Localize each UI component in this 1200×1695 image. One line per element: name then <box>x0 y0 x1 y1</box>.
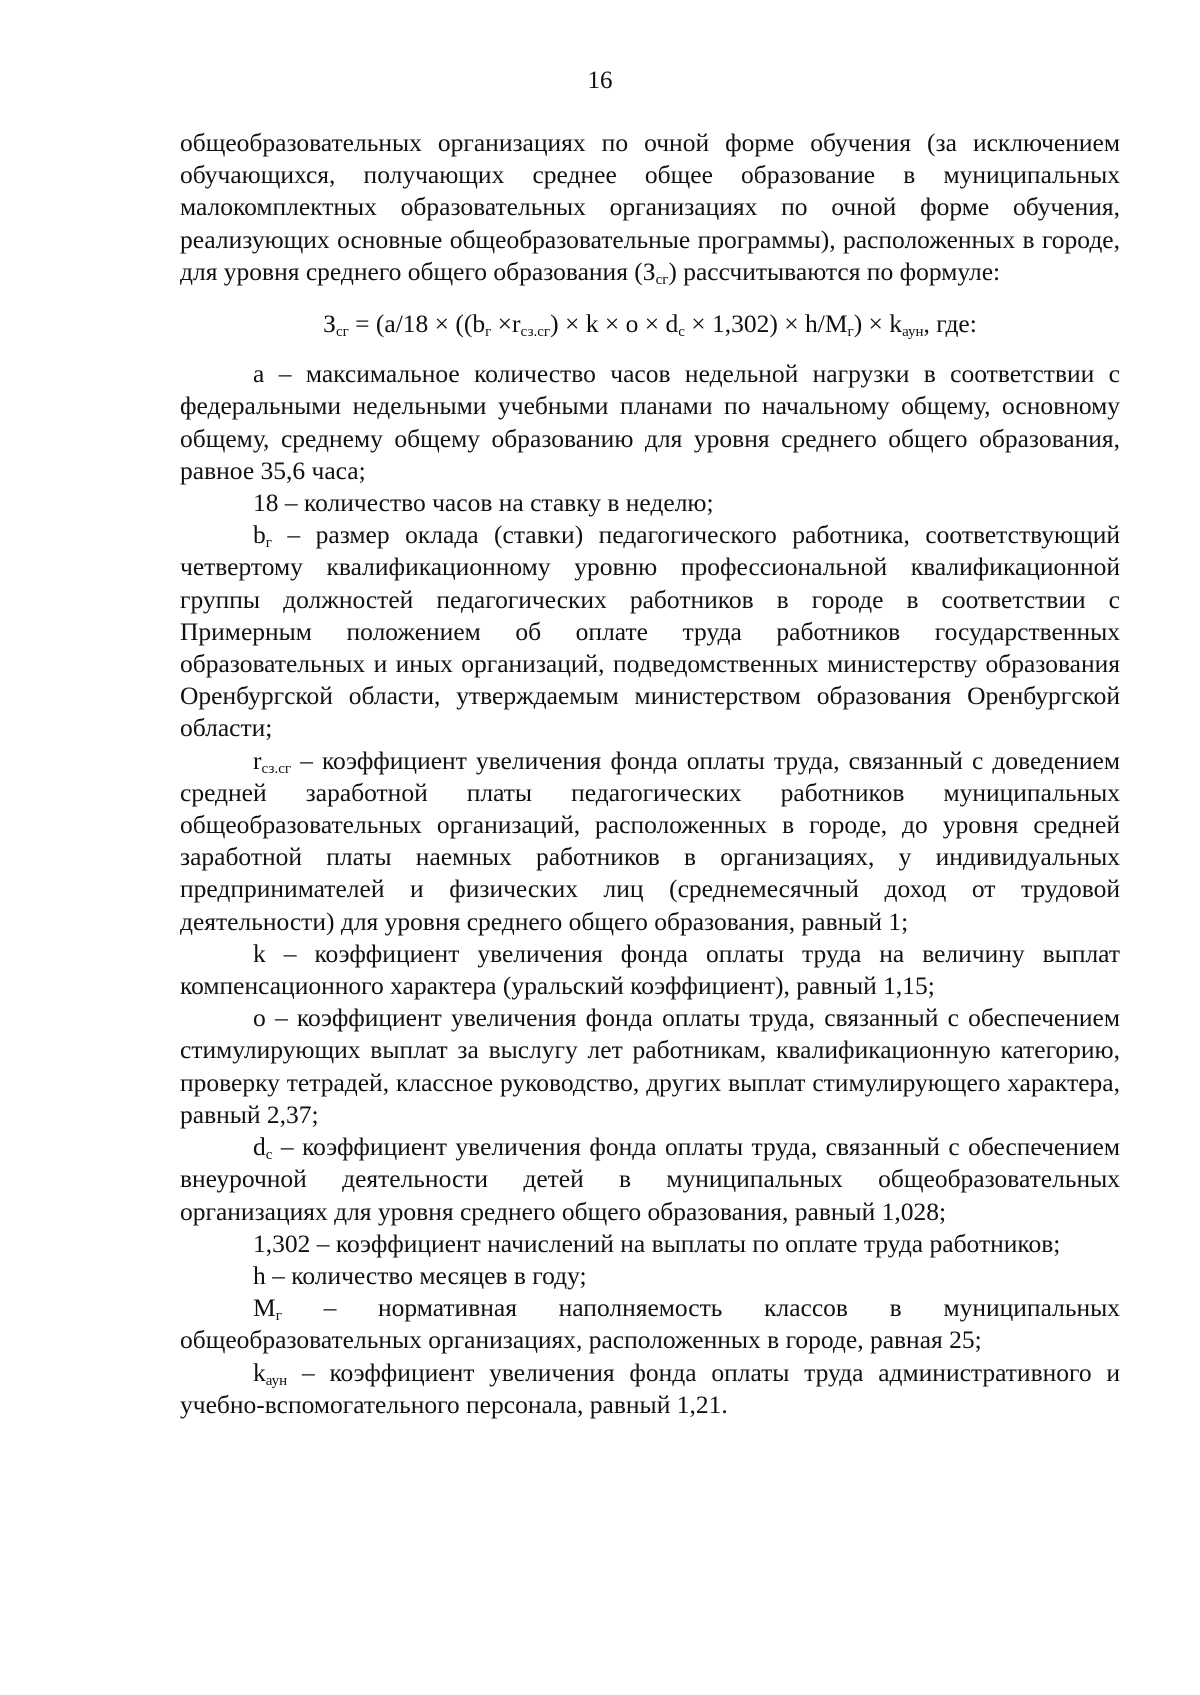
definition-1302: 1,302 – коэффициент начислений на выплаты по оплате труда работников; <box>253 1228 1061 1258</box>
definition-kaup: $k_{аун}$ – коэффициент увеличения фонда оплаты труда административного и учебно-вспомогательного персонала, равный 1,21. <box>180 1357 1120 1419</box>
document-body <box>180 127 1120 1421</box>
definition-m: $M_г$ – нормативная наполняемость классов в муниципальных общеобразовательных организациях, расположенных в городе, равная 25; <box>180 1293 1120 1355</box>
page-number: 16 <box>587 67 613 94</box>
definition-k: k – коэффициент увеличения фонда оплаты труда на величину выплат компенсационного характера (уральский коэффициент), равный 1,15; <box>180 938 1120 1001</box>
definition-18: 18 – количество часов на ставку в неделю; <box>253 488 714 518</box>
definition-o: о – коэффициент увеличения фонда оплаты труда, связанный с обеспечением стимулирующих выплат за выслугу лет работникам, квалификационную категорию, проверку тетрадей, классное руководство, других выплат стимулирующего характера, равный 2,37; <box>180 1003 1120 1129</box>
formula: $З_{сг} = (a/18 \times ((b_г \times r_{сз.сг}) \times k \times o \times d_с \times 1,302) \times h/M_г) \times k_{аун}$, где: <box>323 309 977 341</box>
definition-d: $d_с$ – коэффициент увеличения фонда оплаты труда, связанный с обеспечением внеурочной деятельности детей в муниципальных общеобразовательных организациях для уровня среднего общего образования, равный 1,028; <box>180 1132 1120 1226</box>
definition-a: а – максимальное количество часов недельной нагрузки в соответствии с федеральными недельными учебными планами по начальному общему, основному общему, среднему общему образованию для уровня среднего общего образования, равное 35,6 часа; <box>180 359 1120 485</box>
definition-b: $b_г$ – размер оклада (ставки) педагогического работника, соответствующий четвертому квалификационному уровню профессиональной квалификационной группы должностей педагогических работников в городе в соответствии с Примерным положением об оплате труда работников государственных образовательных и иных организаций, подведомственных министерству образования Оренбургской области, утверждаемым министерством образования Оренбургской области; <box>180 520 1120 743</box>
intro-paragraph: общеобразовательных организациях по очной форме обучения (за исключением обучающихся, получающих среднее общее образование в муниципальных малокомплектных образовательных организациях по очной форме обучения, реализующих основные общеобразовательные программы), расположенных в городе, для уровня среднего общего образования $(З_{сг})$ рассчитываются по формуле: <box>180 128 1120 288</box>
definition-h: h – количество месяцев в году; <box>253 1260 587 1290</box>
definition-r: $r_{сз.сг}$ – коэффициент увеличения фонда оплаты труда, связанный с доведением средней заработной платы педагогических работников муниципальных общеобразовательных организаций, расположенных в городе, до уровня средней заработной платы наемных работников в организациях, у индивидуальных предпринимателей и физических лиц (среднемесячный доход от трудовой деятельности) для уровня среднего общего образования, равный 1; <box>180 745 1120 936</box>
